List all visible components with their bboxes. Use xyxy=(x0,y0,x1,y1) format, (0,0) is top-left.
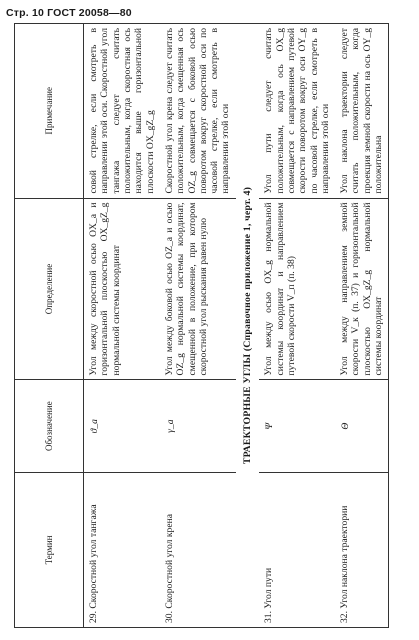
table-row xyxy=(335,24,389,628)
note-cell: Угол наклона траектории следует считать положительным, когда проекция земной скорости на ось OY_g положительна xyxy=(335,24,389,199)
term-cell: 29. Скоростной угол тангажа xyxy=(84,472,160,627)
term-cell: 30. Скоростной угол крена xyxy=(160,472,236,627)
symbol-cell: ϑ_а xyxy=(84,380,160,472)
symbol-cell: Ψ xyxy=(259,380,335,472)
table-row xyxy=(84,24,160,628)
symbol-cell: γ_а xyxy=(160,380,236,472)
note-cell: Угол пути следует считать положительным, когда ось OX_g совмещается с направлением путевой скорости поворотом вокруг оси OY_g по часовой стрелке, если смотреть в направлении этой оси xyxy=(259,24,335,199)
table-header-row xyxy=(15,24,84,628)
note-cell: совой стрелке, если смотреть в направлении этой оси. Скоростной угол тангажа следует считать положительным, когда скоростная ось находится выше горизонтальной плоскости OX_gZ_g xyxy=(84,24,160,199)
terms-table xyxy=(14,23,389,628)
definition-cell: Угол между боковой осью OZ_а и осью OZ_g нормальной системы координат, смещенной в положение, при котором скоростной угол рыскания равен нулю xyxy=(160,198,236,380)
rotated-table-area xyxy=(14,23,404,628)
col-header-symbol: Обозначение xyxy=(15,380,84,472)
col-header-definition: Определение xyxy=(15,198,84,380)
term-cell: 32. Угол наклона траектории xyxy=(335,472,389,627)
section-title: ТРАЕКТОРНЫЕ УГЛЫ (Справочное приложение 1, черт. 4) xyxy=(236,24,260,628)
col-header-term: Термин xyxy=(15,472,84,627)
definition-cell: Угол между направлением земной скорости V_к (п. 37) и горизонтальной плоскостью OX_gZ_g нормальной системы координат xyxy=(335,198,389,380)
symbol-cell: Θ xyxy=(335,380,389,472)
table-row xyxy=(160,24,236,628)
section-title-row xyxy=(236,24,260,628)
note-cell: Скоростной угол крена следует считать положительным, когда смещенная ось OZ_g совмещается с боковой осью поворотом вокруг скоростной оси по часовой стрелке, если смотреть в направлении этой оси xyxy=(160,24,236,199)
definition-cell: Угол между осью OX_g нормальной системы координат и направлением путевой скорости V_п (п. 38) xyxy=(259,198,335,380)
table-row xyxy=(259,24,335,628)
term-cell: 31. Угол пути xyxy=(259,472,335,627)
page-header: Стр. 10 ГОСТ 20058—80 xyxy=(6,7,132,19)
definition-cell: Угол между скоростной осью OX_а и горизонтальной плоскостью OX_gZ_g нормальной системы координат xyxy=(84,198,160,380)
col-header-note: Примечание xyxy=(15,24,84,199)
